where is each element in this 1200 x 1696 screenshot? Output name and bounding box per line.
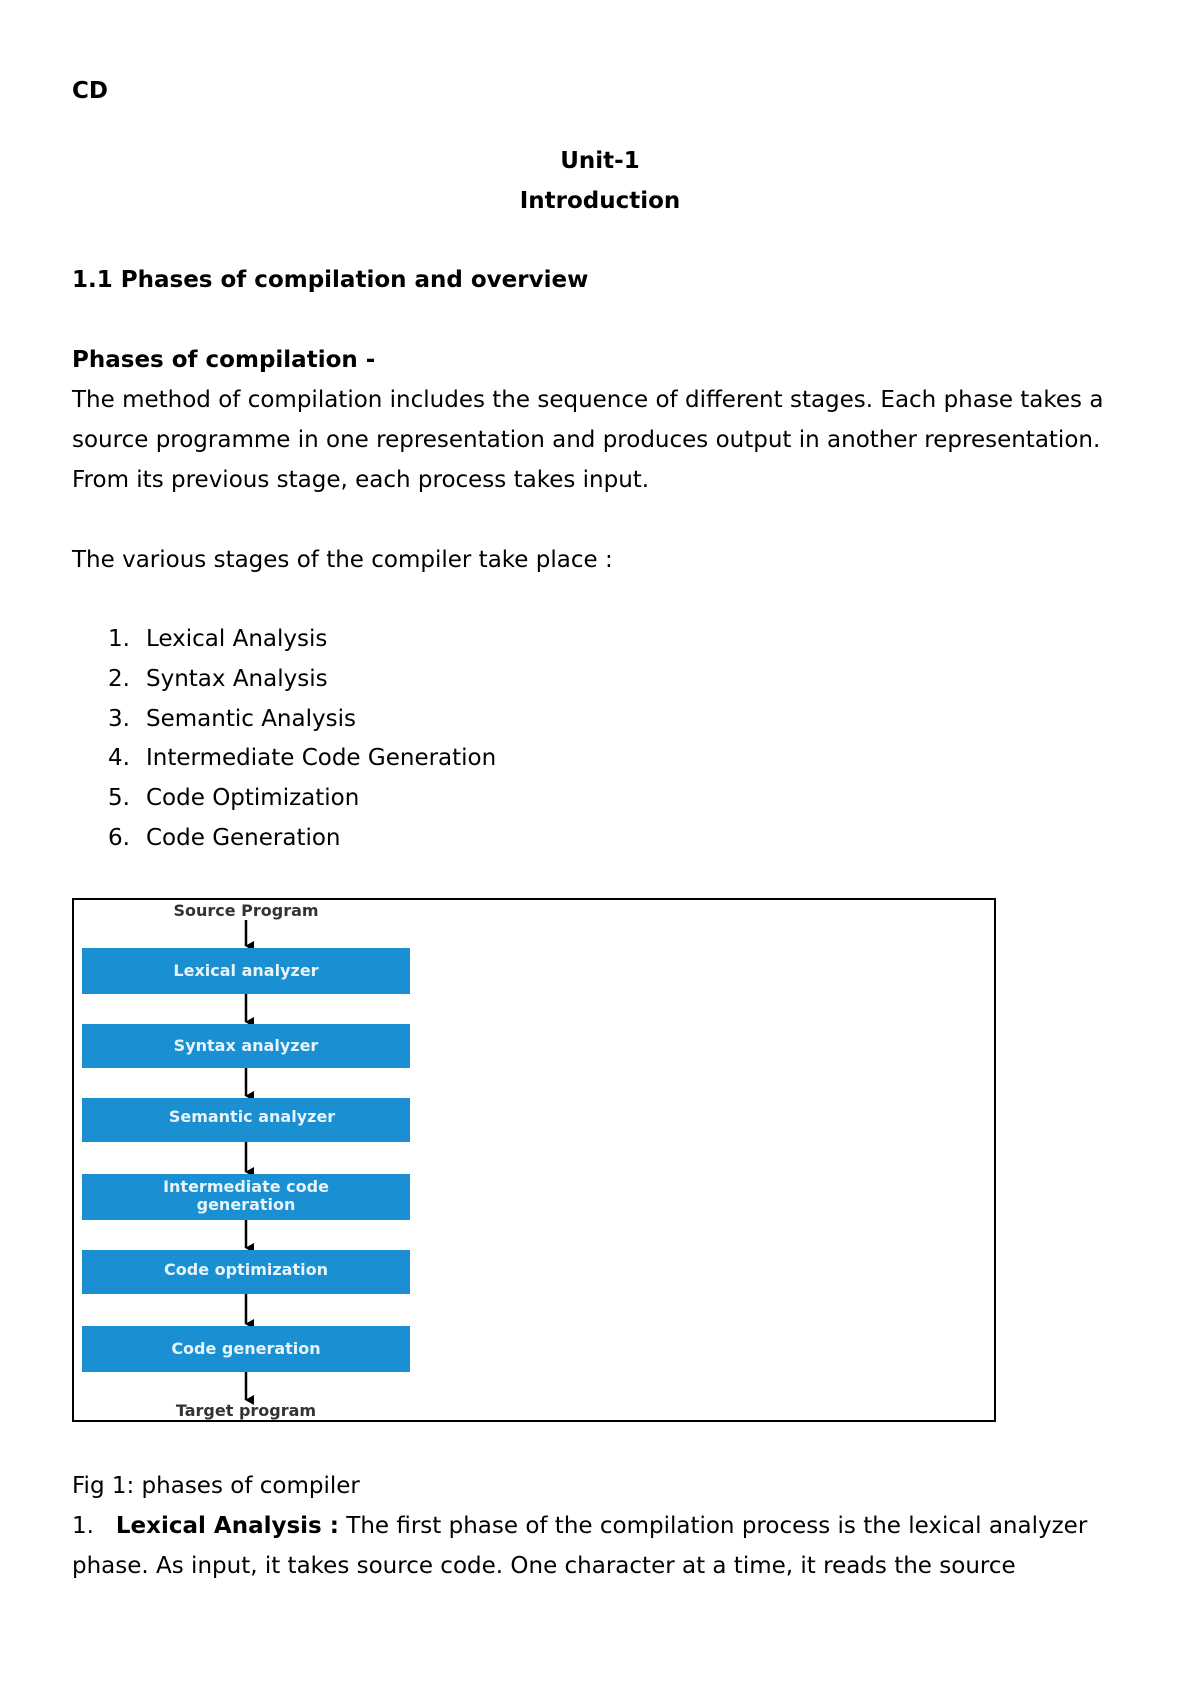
paragraph: The various stages of the compiler take place :: [72, 547, 613, 573]
list-number: 6.: [108, 825, 130, 851]
list-item: [108, 624, 327, 654]
item-term: Lexical Analysis :: [115, 1513, 339, 1539]
list-label: Code Generation: [146, 825, 341, 851]
flowchart: [74, 900, 994, 1420]
list-number: 4.: [108, 745, 130, 771]
list-number: 3.: [108, 706, 130, 732]
list-item: [108, 704, 356, 734]
phase-label-line2: generation: [196, 1195, 296, 1214]
section-heading: 1.1 Phases of compilation and overview: [72, 267, 589, 293]
compiler-phases-figure: [72, 898, 996, 1422]
list-item: [108, 783, 359, 813]
source-program-label: Source Program: [173, 901, 319, 920]
paragraph-line: [72, 1511, 1087, 1541]
list-label: Code Optimization: [146, 785, 360, 811]
list-label: Intermediate Code Generation: [146, 745, 497, 771]
phase-label: Code optimization: [164, 1260, 328, 1279]
list-label: Syntax Analysis: [146, 666, 328, 692]
paragraph-line: phase. As input, it takes source code. One character at a time, it reads the source: [72, 1553, 1016, 1579]
list-label: Semantic Analysis: [146, 706, 356, 732]
phase-label: Intermediate code: [163, 1177, 329, 1196]
paragraph-line: source programme in one representation and produces output in another representation.: [72, 427, 1101, 453]
paragraph-line: The method of compilation includes the sequence of different stages. Each phase takes a: [72, 387, 1104, 413]
figure-caption: Fig 1: phases of compiler: [72, 1473, 360, 1499]
phase-label: Syntax analyzer: [173, 1036, 319, 1055]
list-label: Lexical Analysis: [146, 626, 328, 652]
header-label: CD: [72, 78, 108, 104]
page-title: Introduction: [519, 188, 681, 214]
target-program-label: Target program: [175, 1401, 317, 1420]
paragraph-line: From its previous stage, each process takes input.: [72, 467, 650, 493]
list-item: [108, 823, 341, 853]
phase-label: Semantic analyzer: [168, 1107, 336, 1126]
phase-label: Code generation: [171, 1339, 321, 1358]
item-text: The first phase of the compilation process is the lexical analyzer: [338, 1513, 1088, 1539]
list-item: [108, 664, 328, 694]
list-number: 5.: [108, 785, 130, 811]
list-number: 2.: [108, 666, 130, 692]
list-number: 1.: [108, 626, 130, 652]
unit-title: Unit-1: [560, 148, 640, 174]
phase-label: Lexical analyzer: [173, 961, 319, 980]
item-number: 1.: [72, 1513, 94, 1539]
subheading: Phases of compilation -: [72, 347, 376, 373]
list-item: [108, 743, 496, 773]
